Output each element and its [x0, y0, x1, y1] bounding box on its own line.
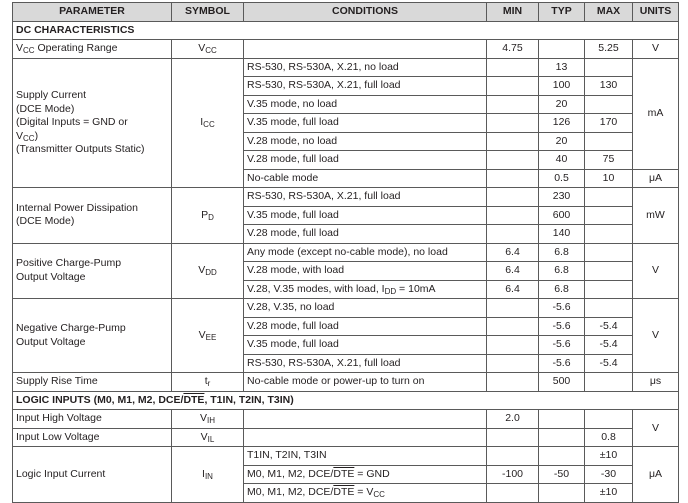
cond-cell: V.28, V.35, no load [244, 299, 487, 318]
param-logic-current: Logic Input Current [13, 447, 172, 503]
max-cell: ±10 [585, 447, 633, 466]
param-supply-current: Supply Current (DCE Mode) (Digital Inputs = GND or $V_{CC}$) (Transmitter Outputs Static) [13, 58, 172, 188]
param-neg-charge-pump: Negative Charge-Pump Output Voltage [13, 299, 172, 373]
min-cell [487, 484, 539, 503]
typ-cell: 13 [539, 58, 585, 77]
typ-cell [539, 447, 585, 466]
max-cell: -30 [585, 465, 633, 484]
typ-cell: 6.8 [539, 262, 585, 281]
table-row [13, 299, 679, 318]
symbol-vdd: $V_{DD}$ [172, 243, 244, 299]
cond-cell: RS-530, RS-530A, X.21, full load [244, 77, 487, 96]
unit-iin: μA [633, 447, 679, 503]
max-cell: -5.4 [585, 354, 633, 373]
symbol-tr: $t_r$ [172, 373, 244, 392]
max-cell: 10 [585, 169, 633, 188]
typ-cell: 40 [539, 151, 585, 170]
header-typ: TYP [539, 3, 585, 22]
param-input-low: Input Low Voltage [13, 428, 172, 447]
symbol-vil: $V_{IL}$ [172, 428, 244, 447]
unit-vcc: V [633, 40, 679, 59]
symbol-vee: $V_{EE}$ [172, 299, 244, 373]
table-row [13, 58, 679, 77]
typ-cell: -5.6 [539, 299, 585, 318]
unit-icc-ma: mA [633, 58, 679, 169]
typ-cell: -50 [539, 465, 585, 484]
cond-cell: Any mode (except no-cable mode), no load [244, 243, 487, 262]
max-cell [585, 262, 633, 281]
cond-cell: V.28 mode, no load [244, 132, 487, 151]
cond-cell: V.35 mode, no load [244, 95, 487, 114]
min-cell [487, 447, 539, 466]
max-cell [585, 373, 633, 392]
symbol-vih: $V_{IH}$ [172, 410, 244, 429]
min-cell [487, 188, 539, 207]
min-cell [487, 428, 539, 447]
header-conditions: CONDITIONS [244, 3, 487, 22]
min-cell [487, 373, 539, 392]
max-cell [585, 280, 633, 299]
cond-cell [244, 410, 487, 429]
min-cell [487, 58, 539, 77]
max-vcc: 5.25 [585, 40, 633, 59]
header-units: UNITS [633, 3, 679, 22]
cond-cell: V.28 mode, full load [244, 317, 487, 336]
param-rise-time: Supply Rise Time [13, 373, 172, 392]
typ-cell: 0.5 [539, 169, 585, 188]
header-min: MIN [487, 3, 539, 22]
min-cell: -100 [487, 465, 539, 484]
min-cell [487, 225, 539, 244]
param-pos-charge-pump: Positive Charge-Pump Output Voltage [13, 243, 172, 299]
min-vcc: 4.75 [487, 40, 539, 59]
section-row-dc [13, 21, 679, 40]
section-row-logic [13, 391, 679, 410]
typ-cell: 230 [539, 188, 585, 207]
max-cell: 75 [585, 151, 633, 170]
symbol-vcc: $V_{CC}$ [172, 40, 244, 59]
min-cell [487, 95, 539, 114]
param-input-high: Input High Voltage [13, 410, 172, 429]
symbol-pd: $P_D$ [172, 188, 244, 244]
typ-cell: -5.6 [539, 336, 585, 355]
typ-cell: 100 [539, 77, 585, 96]
cond-cell: RS-530, RS-530A, X.21, no load [244, 58, 487, 77]
cond-cell: No-cable mode [244, 169, 487, 188]
typ-cell: 140 [539, 225, 585, 244]
typ-cell: 6.8 [539, 243, 585, 262]
table-row [13, 428, 679, 447]
unit-icc-ua: μA [633, 169, 679, 188]
max-cell [585, 243, 633, 262]
cond-cell: RS-530, RS-530A, X.21, full load [244, 188, 487, 207]
cond-cell: V.35 mode, full load [244, 206, 487, 225]
min-cell [487, 151, 539, 170]
typ-cell: 6.8 [539, 280, 585, 299]
unit-tr: μs [633, 373, 679, 392]
cond-cell: V.28 mode, full load [244, 151, 487, 170]
header-parameter: PARAMETER [13, 3, 172, 22]
min-cell: 6.4 [487, 280, 539, 299]
cond-cell [244, 428, 487, 447]
cond-cell: V.35 mode, full load [244, 114, 487, 133]
table-row [13, 243, 679, 262]
unit-vee: V [633, 299, 679, 373]
header-max: MAX [585, 3, 633, 22]
min-cell [487, 299, 539, 318]
table-row [13, 188, 679, 207]
typ-cell: 126 [539, 114, 585, 133]
typ-cell: -5.6 [539, 354, 585, 373]
spec-table [12, 2, 679, 503]
max-cell [585, 132, 633, 151]
min-cell [487, 354, 539, 373]
cond-cell: V.35 mode, full load [244, 336, 487, 355]
min-cell [487, 77, 539, 96]
cond-cell: No-cable mode or power-up to turn on [244, 373, 487, 392]
cond-cell: M0, M1, M2, DCE/$\overline{DTE}$ = GND [244, 465, 487, 484]
symbol-iin: $I_{IN}$ [172, 447, 244, 503]
typ-cell: -5.6 [539, 317, 585, 336]
typ-cell [539, 410, 585, 429]
cond-cell: T1IN, T2IN, T3IN [244, 447, 487, 466]
max-cell: 0.8 [585, 428, 633, 447]
min-cell [487, 317, 539, 336]
table-row [13, 373, 679, 392]
table-row [13, 40, 679, 59]
max-cell: ±10 [585, 484, 633, 503]
max-cell [585, 58, 633, 77]
max-cell [585, 95, 633, 114]
cond-cell: V.28, V.35 modes, with load, $I_{DD} = 10mA$ [244, 280, 487, 299]
min-cell [487, 206, 539, 225]
min-cell [487, 169, 539, 188]
unit-vdd: V [633, 243, 679, 299]
typ-cell: 500 [539, 373, 585, 392]
min-cell [487, 336, 539, 355]
max-cell: -5.4 [585, 336, 633, 355]
min-cell: 6.4 [487, 243, 539, 262]
typ-cell [539, 428, 585, 447]
min-cell [487, 114, 539, 133]
cond-vcc [244, 40, 487, 59]
min-cell: 6.4 [487, 262, 539, 281]
typ-cell [539, 484, 585, 503]
min-cell: 2.0 [487, 410, 539, 429]
max-cell: 130 [585, 77, 633, 96]
cond-cell: V.28 mode, with load [244, 262, 487, 281]
symbol-icc: $I_{CC}$ [172, 58, 244, 188]
max-cell [585, 410, 633, 429]
max-cell [585, 206, 633, 225]
max-cell: -5.4 [585, 317, 633, 336]
cond-cell: M0, M1, M2, DCE/$\overline{DTE} = V_{CC}$ [244, 484, 487, 503]
typ-cell: 20 [539, 132, 585, 151]
section-logic-title: LOGIC INPUTS (M0, M1, M2, DCE/$\overline{DTE}$, T1IN, T2IN, T3IN) [13, 391, 679, 410]
typ-cell: 600 [539, 206, 585, 225]
typ-cell: 20 [539, 95, 585, 114]
max-cell: 170 [585, 114, 633, 133]
header-symbol: SYMBOL [172, 3, 244, 22]
cond-cell: RS-530, RS-530A, X.21, full load [244, 354, 487, 373]
table-row [13, 447, 679, 466]
typ-vcc [539, 40, 585, 59]
section-dc-title: DC CHARACTERISTICS [13, 21, 679, 40]
max-cell [585, 188, 633, 207]
max-cell [585, 225, 633, 244]
param-power-dissipation: Internal Power Dissipation (DCE Mode) [13, 188, 172, 244]
param-vcc-range: $V_{CC}$ Operating Range [13, 40, 172, 59]
min-cell [487, 132, 539, 151]
unit-pd: mW [633, 188, 679, 244]
max-cell [585, 299, 633, 318]
table-row [13, 410, 679, 429]
unit-input-voltage: V [633, 410, 679, 447]
cond-cell: V.28 mode, full load [244, 225, 487, 244]
header-row [13, 3, 679, 22]
